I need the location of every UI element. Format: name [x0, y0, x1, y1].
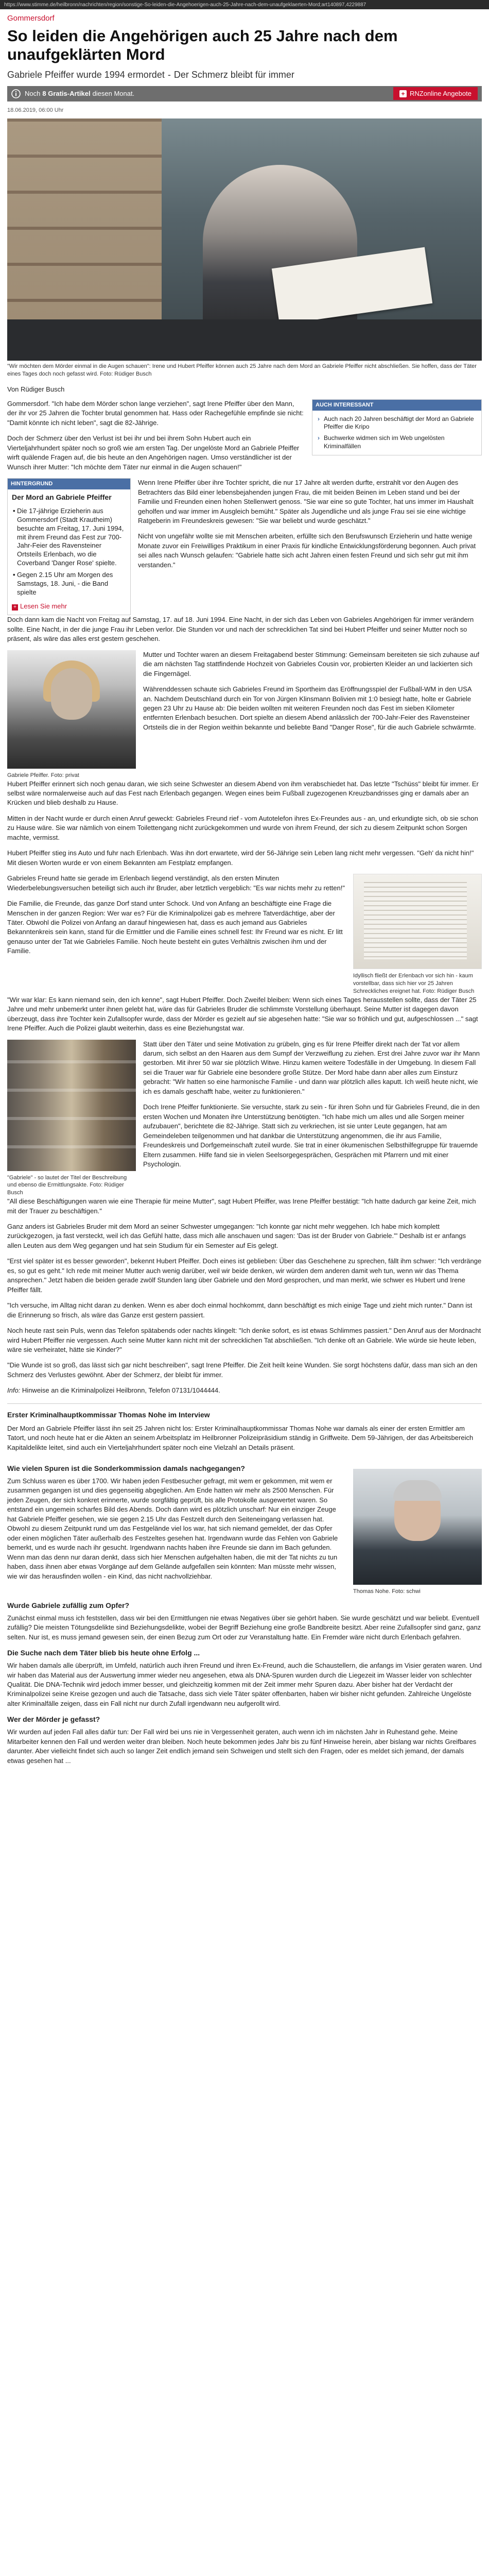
paragraph: Gabrieles Freund hatte sie gerade im Erlenbach liegend verständigt, als den ersten Minuten Wiederbelebungsversuchen beteiligt sich auch ihr Bruder, aber letztlich vergeblich: "Es war nichts mehr zu retten!": [7, 874, 345, 892]
interview-question: Die Suche nach dem Täter blieb bis heute ohne Erfolg ...: [7, 1649, 200, 1657]
paragraph: Mutter und Tochter waren an diesem Freitagabend bester Stimmung: Gemeinsam bereiteten sie sich zuhause auf die am nächsten Tag stattfindende Hochzeit von Gabrieles Cousin vor, probierten Kleider an und lackierten sich die Fingernägel.: [143, 650, 479, 677]
portrait-caption: Gabriele Pfeiffer. Foto: privat: [7, 772, 79, 778]
paragraph: Ganz anders ist Gabrieles Bruder mit dem Mord an seiner Schwester umgegangen: "Ich konnte gar nicht mehr weggehen. Ich habe mich komplett zurückgezogen, ja fast versteckt, weil ich das Gefühl hatte, dass mich alle anschauen und sagen: 'Das ist der Bruder von Gabriele.'" Deshalb ist er anfangs allen Leuten aus dem Weg gegangen und hat sein Studium für ein Semester auf Eis gelegt.: [7, 1222, 466, 1249]
section-divider: [7, 1403, 482, 1404]
info-line: [7, 1386, 482, 1395]
interview-answer: Zunächst einmal muss ich feststellen, dass wir bei den Ermittlungen nie etwas Negatives über sie gehört haben. Sie wurde geschätzt und war beliebt. Eventuell zufällig? Die meisten Tötungsdelikte sind Beziehungsdelikte, wobei der Begriff Beziehung eine große Bandbreite besitzt. Aber reine Zufallsopfer sind ganz, ganz selten. Nur ist, es muss jemand gewesen sein, der einen Bezug zum Ort oder zur Veranstaltung hatte. Ein Fremder wäre nicht durch Erlenbach gefahren.: [7, 1614, 481, 1641]
stream-caption: Idyllisch fließt der Erlenbach vor sich hin - kaum vorstellbar, dass sich hier vor 25 Jahren Schreckliches ereignet hat. Foto: Rüdiger Busch: [353, 973, 475, 994]
interview-question: Wie vielen Spuren ist die Sonderkommission damals nachgegangen?: [7, 1464, 245, 1473]
interview-answer: Wir wurden auf jeden Fall alles dafür tun: Der Fall wird bei uns nie in Vergessenheit geraten, auch wenn ich im nächsten Jahr in Ruhestand gehe. Meine Mitarbeiter kennen den Fall und werden weiter dran bleiben. Noch heute bekommen jedes Jahr bis zu fünf Hinweise herein, aber bislang war nichts Greifbares darunter. Aber vielleicht findet sich auch so langer Zeit endlich jemand sein Schweigen und stellt sich den Fragen, oder es meldet sich jemand, der damals etwas gesehen hat ...: [7, 1728, 477, 1765]
offers-button-label: RNZonline Angebote: [410, 90, 471, 98]
paragraph: Noch heute rast sein Puls, wenn das Telefon spätabends oder nachts klingelt: "Ich denke sofort, es ist etwas Schlimmes passiert." Den Anruf aus der Mordnacht wird Hubert Pfeiffer nie vergessen. Auch seine Mutter kann nicht mit der schrecklichen Tat abschließen. "Ich denke oft an Gabriele. Wie würde sie heute leben, wäre sie verheiratet, hätte sie Kinder?": [7, 1327, 481, 1353]
article-author: Von Rüdiger Busch: [7, 385, 65, 394]
stream-photo: [353, 874, 482, 969]
interview-question: Wer der Mörder je gefasst?: [7, 1715, 100, 1724]
article-subhead: [7, 69, 482, 81]
plus-icon: +: [12, 604, 18, 611]
info-icon: [11, 89, 21, 98]
background-heading: Der Mord an Gabriele Pfeiffer: [12, 493, 112, 502]
interview-intro: Der Mord an Gabriele Pfeiffer lässt ihn seit 25 Jahren nicht los: Erster Kriminalhauptkommissar Thomas Nohe war damals als einer der ersten Ermittler am Tatort, und noch heute hat er die Akten an seinem Arbeitsplatz im Heilbronner Polizeipräsidium ständig in Griffweite. Dem 59-Jährigen, der das Arbeitsbereich Kapitaldelikte leitet, sind auch ein Vierteljahrhundert später noch eine Vielzahl an Details präsent.: [7, 1424, 474, 1451]
paragraph: "Erst viel später ist es besser geworden", bekennt Hubert Pfeiffer. Doch eines ist geblieben: Über das Geschehene zu sprechen, fällt ihm schwer: "Ich verdränge es, so gut es geht." Ich rede mit meiner Mutter auch wenig darüber, weil wir beide denken, wir würden dem anderen damit weh tun, wenn wir das Thema ansprechen." Jetzt haben die beiden gerade zwölf Stunden lang über Gabriele und den Mord gesprochen, und man merkt, wie schwer es Hubert und Irene Pfeiffer fällt.: [7, 1257, 482, 1294]
paragraph: Hubert Pfeiffer stieg ins Auto und fuhr nach Erlenbach. Was ihn dort erwartete, wird der 56-Jährige sein Leben lang nicht mehr vergessen. "Geh' da nicht hin!" Mit diesen Worten wurde er von einem Bekannten am Festplatz empfangen.: [7, 849, 474, 867]
interview-answer: Zum Schluss waren es über 1700. Wir haben jeden Festbesucher gefragt, mit wem er gekommen, mit wem er zusammen gegangen ist und dies gegenseitig abgeglichen. Am Ende hatten wir mehr als 2500 Menschen. Für jeden Zeugen, der sich konkret erinnerte, wurde sorgfältig geprüft, bis alle Protokolle ausgewertet waren. So entstand ein ungemein scharfes Bild des Abends. Doch dann wird es plötzlich unscharf: Nur ein einziger Zeuge hat Gabriele Pfeiffer gesehen, wie sie gegen 2.15 Uhr das Festzelt durch den Seiteneingang verlassen hat. Obwohl zu diesem Zeitpunkt rund um das Festgelände viel los war, hat sich niemand gemeldet, der das Opfer oder einen möglichen Täter außerhalb des Festzeltes gesehen hat. Irgendwann wurde das Fehlen von Gabriele bemerkt, und es wurde nach ihr gesucht. Irgendwann nachts haben ihre Freunde sie dann im Bach gefunden. Wenn man das denn nur daran denkt, dass sich hier Menschen aufgehalten haben, die mit der Tat nichts zu tun haben, dass ihnen aber etwas Vorgänge auf dem Gelände aufgefallen sein könnten: Man müsste mehr wissen, wie wir das herausfinden wollen - ein Kind, das nicht nachvollziehbar.: [7, 1477, 338, 1580]
hero-caption: "Wir möchten dem Mörder einmal in die Augen schauen": Irene und Hubert Pfeiffer können auch 25 Jahre nach dem Mord an Gabriele Pfeiffer nicht abschließen. Sie hoffen, dass der Täter eines Tages doch noch gefasst wird. Foto: Rüdiger Busch: [7, 363, 477, 377]
paragraph: Mitten in der Nacht wurde er durch einen Anruf geweckt: Gabrieles Freund rief - vom Autotelefon ihres Ex-Freundes aus - an, und erkundigte sich, ob sie schon zu Hause wäre. Sie war nämlich von einem Toilettengang nicht zurückgekommen und wurde von ihrem Freund, der sich zu diesem Zeitpunkt schon Sorgen machte, vermisst.: [7, 814, 478, 841]
interview-answer: Wir haben damals alle überprüft, im Umfeld, natürlich auch ihren Freund und ihren Ex-Freund, auch die Schaustellern, die anfangs im Visier geraten waren. Und wir haben das Material aus der Auswertung immer wieder neu angesehen, etwa als DNA-Spuren wurden durch die Liegezeit im Wasser leider von schlechter Qualität. Die DNA-Technik wird jedoch immer besser, und gleichzeitig kommen mit der Zeit immer mehr Spuren dazu. Aber bisher hat der Verdacht der Kriminalpolizei seine Kreise gezogen und auch die Tatsache, dass sich viele Täter später offenbarten, haben wir bisher nicht gefunden. Zahlreiche Ungelöste alter Kriminalfälle zeigen, dass ein Fall nicht nur durch Zufall irgendwann neu aufgerollt wird.: [7, 1662, 482, 1707]
background-item: • Gegen 2.15 Uhr am Morgen des Samstags, 18. Juni, - die Band spielte: [12, 569, 126, 599]
article-date: 18.06.2019, 06:00 Uhr: [7, 107, 64, 113]
files-caption: "Gabriele" - so lautet der Titel der Beschreibung und ebenso die Ermittlungsakte. Foto: Rüdiger Busch: [7, 1174, 127, 1196]
interviewee-photo: [353, 1469, 482, 1585]
subhead-part-b: Der Schmerz bleibt für immer: [173, 69, 294, 80]
browser-url-bar[interactable]: https://www.stimme.de/heilbronn/nachrichten/region/sonstige-So-leiden-die-Angehoerigen-auch-25-Jahre-nach-dem-unaufgeklaerten-Mord;art140897,4229887: [0, 0, 489, 9]
background-box: [7, 478, 131, 615]
paragraph: Doch dann kam die Nacht von Freitag auf Samstag, 17. auf 18. Juni 1994. Eine Nacht, in der sich das Leben von Gabrieles Angehörigen für immer verändern sollte. Eine Nacht, in der die junge Frau ihr Leben verlor. Die Stunden vor und nach der schrecklichen Tat sind bei Hubert Pfeiffer und seiner Mutter noch so präsent, als wäre das alles erst gestern geschehen.: [7, 616, 474, 643]
interview-question: Wurde Gabriele zufällig zum Opfer?: [7, 1601, 129, 1609]
paragraph: Nicht von ungefähr wollte sie mit Menschen arbeiten, erfüllte sich den Berufswunsch Erzieherin und hatte wenige Monate zuvor ein Freiwilliges Praktikum in einer Praxis für kindliche Entwicklungsförderung begonnen. Auch privat sei alles nach Wunsch gelaufen: "Gabriele hatte sich acht Jahren einen festen Freund und sich sehr gut mit ihm verstanden.": [138, 532, 476, 569]
interviewee-caption: Thomas Nohe. Foto: schwi: [353, 1588, 421, 1595]
paragraph: "Ich versuche, im Alltag nicht daran zu denken. Wenn es aber doch einmal hochkommt, dann beschäftigt es mich einige Tage und zieht mich runter." Dann ist die Erinnerung so frisch, als wäre das Ganze erst gestern passiert.: [7, 1301, 473, 1319]
paragraph: "Wir war klar: Es kann niemand sein, den ich kenne", sagt Hubert Pfeiffer. Doch Zweifel bleiben: Wenn sich eines Tages herausstellen sollte, dass der Täter 25 Jahre und mehr unbemerkt unter ihnen gelebt hat, wäre das für Gabrieles Bruder die schlimmste Vorstellung überhaupt. Seine Mutter ist dagegen davon überzeugt, dass ihre Tochter kein Zufallsopfer wurde, dass der Mörder es gezielt auf sie abgesehen hatte: "Sie war so fröhlich und gut, aufgeschlossen ..." sagt Irene Pfeiffer. Auch die Polizei glaubt weiterhin, dass es eine Beziehungstat war.: [7, 995, 478, 1032]
background-title: HINTERGRUND: [8, 479, 130, 489]
also-interesting-box: [312, 399, 482, 455]
paywall-count: 8 Gratis-Artikel: [42, 90, 91, 98]
plus-icon: +: [399, 90, 407, 97]
paywall-suffix: diesen Monat.: [92, 90, 135, 98]
paywall-prefix: Noch: [25, 90, 41, 98]
background-item: • Die 17-jährige Erzieherin aus Gommersdorf (Stadt Krautheim) besuchte am Freitag, 17. Juni 1994, mit ihrem Freund das Fest zur 700-Jahr-Feier des Ravensteiner Ortsteils Erlenbach, wo die Coverband 'Danger Rose' spielte.: [12, 505, 126, 569]
paragraph: Doch Irene Pfeiffer funktionierte. Sie versuchte, stark zu sein - für ihren Sohn und für Gabrieles Freund, die in den ersten Wochen und Monaten ihre Unterstützung benötigten. "Ich habe mich um alles und alle Sorgen meiner aufzubauen", berichtete die 82-Jährige. Statt sich zu verkriechen, ist sie unter Leute gegangen, hat am Gemeindeleben teilgenommen und hat dankbar die Unterstützung angenommen, die ihr aus Familie, Freundeskreis und Dorfgemeinschaft zuteil wurde. Sie trat in einer ökumenischen Selbsthilfegruppe für trauernde Eltern zusammen. Hilfe fand sie in vielen Seelsorgegesprächen, Gesprächen mit Pfarrern und mit einer Psychologin.: [143, 1103, 480, 1168]
portrait-photo: [7, 650, 136, 769]
paragraph: Statt über den Täter und seine Motivation zu grübeln, ging es für Irene Pfeiffer direkt nach der Tat vor allem darum, sich selbst an den Haaren aus dem Sumpf der Verzweiflung zu ziehen. Erst drei Jahre zuvor war ihr Mann gestorben. Mit ihrer 50 war sie plötzlich Witwe. Hinzu kamen weitere Todesfälle in der Umgebung. In diesem Fall sei die Trauer war für Gabriele eine besondere große Stütze. Der Mord habe dann aber alles zum Einsturz gebracht: "Wir hatten so eine harmonische Familie - und dann war plötzlich alles kaputt. Ich weiß heute nicht, wie ich es damals geschafft habe, weiter zu funktionieren.": [143, 1040, 480, 1095]
offers-button[interactable]: [393, 87, 478, 100]
related-link[interactable]: › Buchwerke widmen sich im Web ungelösten Kriminalfällen: [317, 433, 477, 452]
info-label: Info:: [7, 1386, 21, 1395]
info-text: Hinweise an die Kriminalpolizei Heilbronn, Telefon 07131/1044444.: [22, 1386, 220, 1395]
article-headline: So leiden die Angehörigen auch 25 Jahre nach dem unaufgeklärten Mord: [7, 27, 398, 63]
interview-title: Erster Kriminalhauptkommissar Thomas Nohe im Interview: [7, 1410, 210, 1419]
paragraph: Doch der Schmerz über den Verlust ist bei ihr und bei ihrem Sohn Hubert auch ein Vierteljahrhundert später noch so groß wie am ersten Tag. Der ungelöste Mord an Gabriele Pfeiffer wirft quälende Fragen auf, die bis heute an den Angehörigen nagen. Umso verständlicher ist der Wunsch ihrer Mutter: "Ich möchte dem Täter nur einmal in die Augen schauen!": [7, 434, 300, 471]
paragraph: Die Familie, die Freunde, das ganze Dorf stand unter Schock. Und von Anfang an beschäftigte eine Frage die Menschen in der ganzen Region: Wer war es? Für die Kriminalpolizei gab es mehrere Tatverdächtige, aber der Täter. Obwohl die Polizei von Anfang an darauf hingewiesen hat, dass es auch jemand aus Gabrieles Bekanntenkreis sein kann, stand für die Ermittler und die Familie eines schnell fest: Ihr Freund war es nicht. Er litt genauso unter der Tat wie Gabrieles Familie. Noch heute besteht ein gutes Verhältnis zwischen ihm und der Familie.: [7, 900, 343, 955]
article-kicker: Gommersdorf: [7, 14, 55, 23]
paragraph: "Die Wunde ist so groß, das lässt sich gar nicht beschreiben", sagt Irene Pfeiffer. Die Zeit heilt keine Wunden. Sie sorgt höchstens dafür, dass man sich an den Schmerz des Verlustes gewöhnt. Aber der Schmerz, der bleibt für immer.: [7, 1361, 478, 1379]
hero-image: [7, 118, 482, 361]
subhead-separator: -: [167, 69, 171, 80]
related-link[interactable]: › Auch nach 20 Jahren beschäftigt der Mord an Gabriele Pfeiffer die Kripo: [317, 414, 477, 433]
subhead-part-a: Gabriele Pfeiffer wurde 1994 ermordet: [7, 69, 165, 80]
paragraph: "All diese Beschäftigungen waren wie eine Therapie für meine Mutter", sagt Hubert Pfeiffer, was Irene Pfeiffer bestätigt: "Ich hatte dadurch gar keine Zeit, mich mit der Trauer zu beschäftigen.": [7, 1197, 476, 1215]
read-more-link[interactable]: + Lesen Sie mehr: [8, 600, 130, 615]
paragraph: Währenddessen schaute sich Gabrieles Freund im Sportheim das Eröffnungsspiel der Fußball-WM in den USA an. Nachdem Deutschland durch ein Tor von Jürgen Klinsmann Bolivien mit 1:0 besiegt hatte, holte er Gabriele gegen 23 Uhr zu Hause ab: Die beiden wollten mit weiteren Freunden noch das Fest im sieben Kilometer entfernten Erlenbach besuchen. Dort spielte an diesem Abend anlässlich der 700-Jahr-Feier des Ravensteiner Ortsteils die in der Region weithin bekannte und beliebte Band "Danger Rose", für die auch Gabriele schwärmte.: [143, 685, 476, 731]
paragraph: Gommersdorf. "Ich habe dem Mörder schon lange verziehen", sagt Irene Pfeiffer über den Mann, der ihr vor 25 Jahren die Tochter brutal genommen hat. Hass oder Rachegefühle empfinde sie nicht: "Damit könnte ich nicht leben", sagt die 82-Jährige.: [7, 400, 304, 427]
paywall-bar: [7, 86, 482, 101]
paragraph: Wenn Irene Pfeiffer über ihre Tochter spricht, die nur 17 Jahre alt werden durfte, erstrahlt vor den Augen des Betrachters das Bild einer lebensbejahenden jungen Frau, die mit beiden Beinen im Leben stand und bei der Familie und Freunden einen hohen Stellenwert genoss. "Sie war eine so gute Tochter, hat uns immer im Haushalt geholfen und war immer im Ausgleich bemüht." Später als Jugendliche und als junge Frau sei sie eine wichtige Ratgeberin im Freundeskreis gewesen: "Sie war beliebt und wurde geschätzt.": [138, 479, 474, 524]
paragraph: Hubert Pfeiffer erinnert sich noch genau daran, wie sich seine Schwester an diesem Abend von ihm verabschiedet hat. Das letzte "Tschüss" bleibt für immer. Er selbst wäre normalerweise auch auf das Fest nach Erlenbach gegangen. Wegen eines beim Fußball zugezogenen Kreuzbandrisses ging er damals aber an Krücken und blieb deshalb zu Hause.: [7, 779, 479, 807]
files-photo: [7, 1040, 136, 1171]
also-interesting-title: AUCH INTERESSANT: [312, 400, 481, 411]
